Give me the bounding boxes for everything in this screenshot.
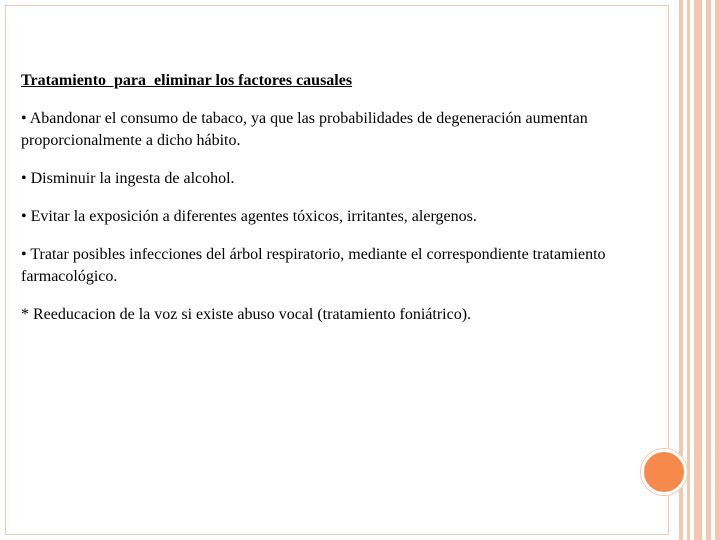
paragraph-voice-reeducation: * Reeducacion de la voz si existe abuso vocal (tratamiento foniátrico). <box>21 306 472 323</box>
paragraph-toxic-exposure: • Evitar la exposición a diferentes agentes tóxicos, irritantes, alergenos. <box>21 208 477 225</box>
decorative-stripe <box>715 0 720 540</box>
paragraph-infections: • Tratar posibles infecciones del árbol respiratorio, mediante el correspondiente tratamiento farmacológico. <box>21 246 606 285</box>
paragraph-alcohol: • Disminuir la ingesta de alcohol. <box>21 170 235 187</box>
decorative-circle <box>641 449 687 495</box>
paragraph-tobacco: • Abandonar el consumo de tabaco, ya que las probabilidades de degeneración aumentan proporcionalmente a dicho hábito. <box>21 110 588 149</box>
decorative-stripe <box>706 0 711 540</box>
slide-heading: Tratamiento para eliminar los factores causales <box>21 72 353 89</box>
decorative-stripe <box>687 0 690 540</box>
slide-body <box>21 70 641 342</box>
decorative-stripe <box>694 0 702 540</box>
